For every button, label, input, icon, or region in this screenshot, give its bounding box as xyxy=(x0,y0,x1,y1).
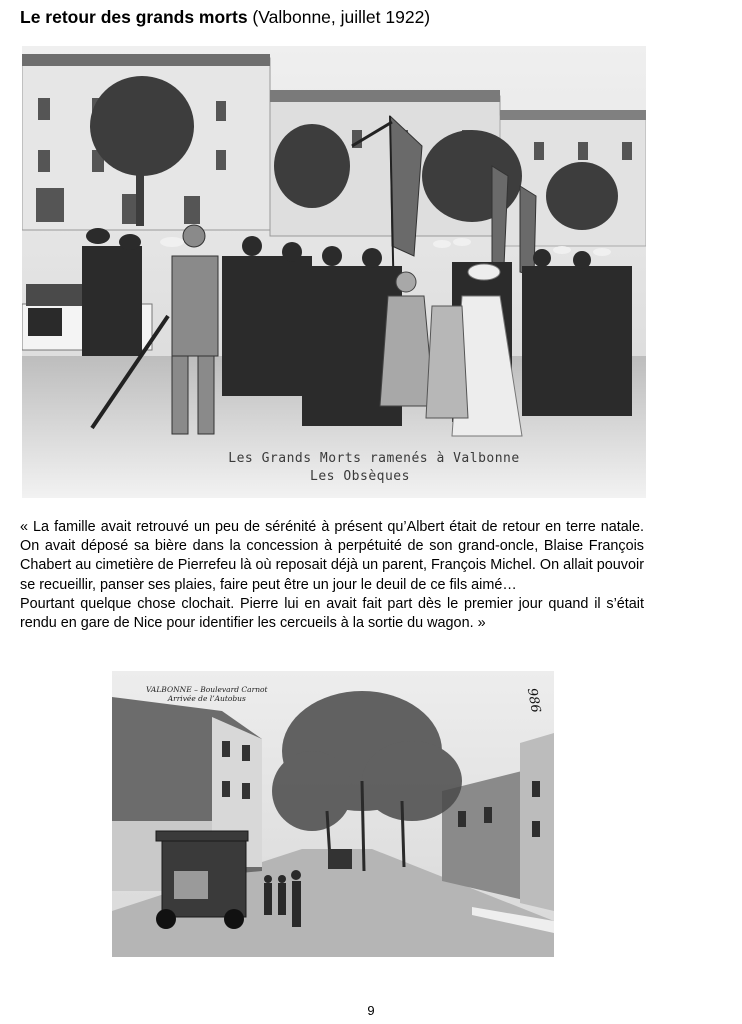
quote-block xyxy=(20,518,644,633)
photo1-caption-line1: Les Grands Morts ramenés à Valbonne xyxy=(228,451,520,466)
quote-paragraph-2: Pourtant quelque chose clochait. Pierre lui en avait fait part dès le premier jour quand il s’était rendu en gare de Nice pour identifier les cercueils à la sortie du wagon. » xyxy=(20,595,644,632)
page-title-rest: (Valbonne, juillet 1922) xyxy=(247,7,431,27)
postcard-number: 986 xyxy=(524,686,544,715)
photo1-caption-line2: Les Obsèques xyxy=(310,469,410,484)
postcard-photo xyxy=(112,671,554,957)
quote-paragraph-1: « La famille avait retrouvé un peu de sérénité à présent qu’Albert était de retour en terre natale. On avait déposé sa bière dans la concession à perpétuité de son grand-oncle, Blaise François Chabert au cimetière de Pierrefeu là où reposait déjà un parent, François Michel. On allait pouvoir se recueillir, panser ses plaies, faire peut être un jour le deuil de ce fils aimé… xyxy=(20,519,644,593)
postcard-caption xyxy=(146,685,268,703)
page-title xyxy=(20,6,720,28)
postcard-caption-line1: VALBONNE – Boulevard Carnot xyxy=(146,685,268,694)
postcard-caption-line2: Arrivée de l’Autobus xyxy=(167,694,246,703)
page-title-bold: Le retour des grands morts xyxy=(20,7,248,27)
page-number: 9 xyxy=(367,1003,375,1018)
funeral-procession-photo xyxy=(22,46,646,498)
